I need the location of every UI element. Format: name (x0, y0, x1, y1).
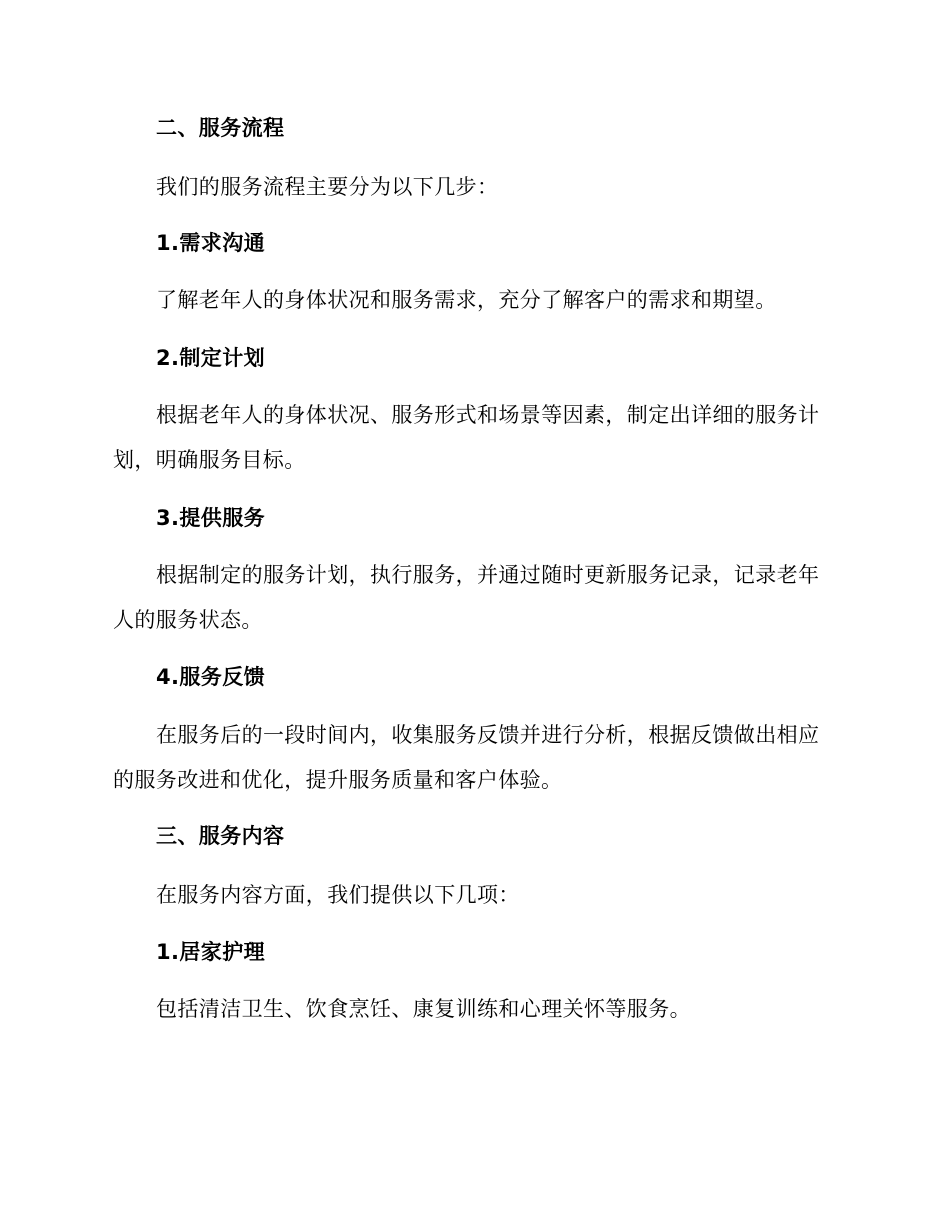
step-4-title: 4.服务反馈 (156, 665, 265, 689)
step-3-paragraph: 根据制定的服务计划，执行服务，并通过随时更新服务记录，记录老年人的服务状态。 (113, 563, 820, 632)
step-3-title: 3.提供服务 (156, 506, 265, 530)
item-1-paragraph: 包括清洁卫生、饮食烹饪、康复训练和心理关怀等服务。 (156, 997, 691, 1021)
process-intro-paragraph: 我们的服务流程主要分为以下几步： (156, 175, 499, 199)
step-1-paragraph: 了解老年人的身体状况和服务需求，充分了解客户的需求和期望。 (156, 288, 777, 312)
item-1-title: 1.居家护理 (156, 940, 265, 964)
step-4-paragraph: 在服务后的一段时间内，收集服务反馈并进行分析，根据反馈做出相应的服务改进和优化，提升服务质量和客户体验。 (113, 723, 820, 792)
step-2-paragraph: 根据老年人的身体状况、服务形式和场景等因素，制定出详细的服务计划，明确服务目标。 (113, 403, 820, 472)
content-intro-paragraph: 在服务内容方面，我们提供以下几项： (156, 883, 520, 907)
section-heading-process: 二、服务流程 (156, 116, 285, 140)
section-heading-content: 三、服务内容 (156, 824, 285, 848)
step-2-title: 2.制定计划 (156, 346, 265, 370)
step-1-title: 1.需求沟通 (156, 231, 265, 255)
